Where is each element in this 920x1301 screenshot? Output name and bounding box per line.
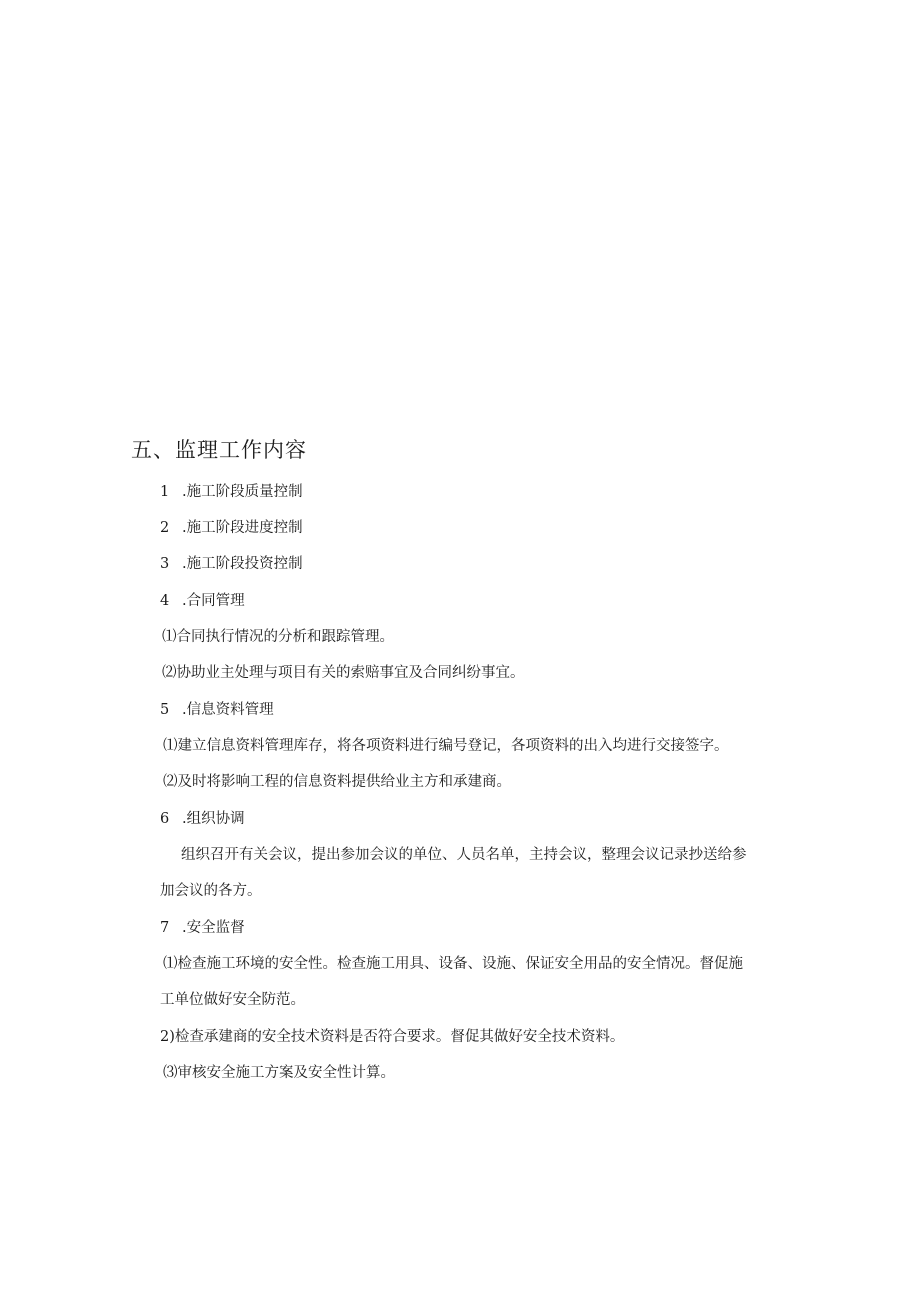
paragraph-line: ⑴合同执行情况的分析和跟踪管理。 <box>162 629 394 645</box>
paragraph-line: ⑴建立信息资料管理库存，将各项资料进行编号登记，各项资料的出入均进行交接签字。 <box>163 738 729 754</box>
item-text: .施工阶段进度控制 <box>182 520 303 536</box>
list-item-6 <box>160 809 245 829</box>
list-item-5 <box>160 700 274 720</box>
item-number: 6 <box>160 811 170 827</box>
item-number: 3 <box>160 556 170 572</box>
item-text: .施工阶段投资控制 <box>182 556 303 572</box>
item-number: 7 <box>160 920 170 936</box>
paragraph-line: 工单位做好安全防范。 <box>160 992 305 1008</box>
item-text: .组织协调 <box>182 811 245 827</box>
section-heading: 五、监理工作内容 <box>131 438 307 462</box>
paragraph-line: ⑵及时将影响工程的信息资料提供给业主方和承建商。 <box>163 774 511 790</box>
item-number: 5 <box>160 702 170 718</box>
item-number: 2 <box>160 520 170 536</box>
list-item-1 <box>160 482 303 502</box>
paragraph-line: 2)检查承建商的安全技术资料是否符合要求。督促其做好安全技术资料。 <box>160 1029 625 1045</box>
paragraph-line: 加会议的各方。 <box>160 883 262 899</box>
paragraph-line: ⑴检查施工环境的安全性。检查施工用具、设备、设施、保证安全用品的安全情况。督促施 <box>163 956 743 972</box>
list-item-2 <box>160 518 303 538</box>
item-text: .信息资料管理 <box>182 702 274 718</box>
item-text: .安全监督 <box>182 920 245 936</box>
item-text: .合同管理 <box>182 593 245 609</box>
paragraph-line: 组织召开有关会议，提出参加会议的单位、人员名单，主持会议，整理会议记录抄送给参 <box>181 847 747 863</box>
item-text: .施工阶段质量控制 <box>182 484 303 500</box>
item-number: 1 <box>160 484 170 500</box>
paragraph-line: ⑵协助业主处理与项目有关的索赔事宜及合同纠纷事宜。 <box>162 665 525 681</box>
list-item-7 <box>160 918 245 938</box>
list-item-4 <box>160 591 245 611</box>
list-item-3 <box>160 554 303 574</box>
item-number: 4 <box>160 593 170 609</box>
paragraph-line: ⑶审核安全施工方案及安全性计算。 <box>163 1065 395 1081</box>
